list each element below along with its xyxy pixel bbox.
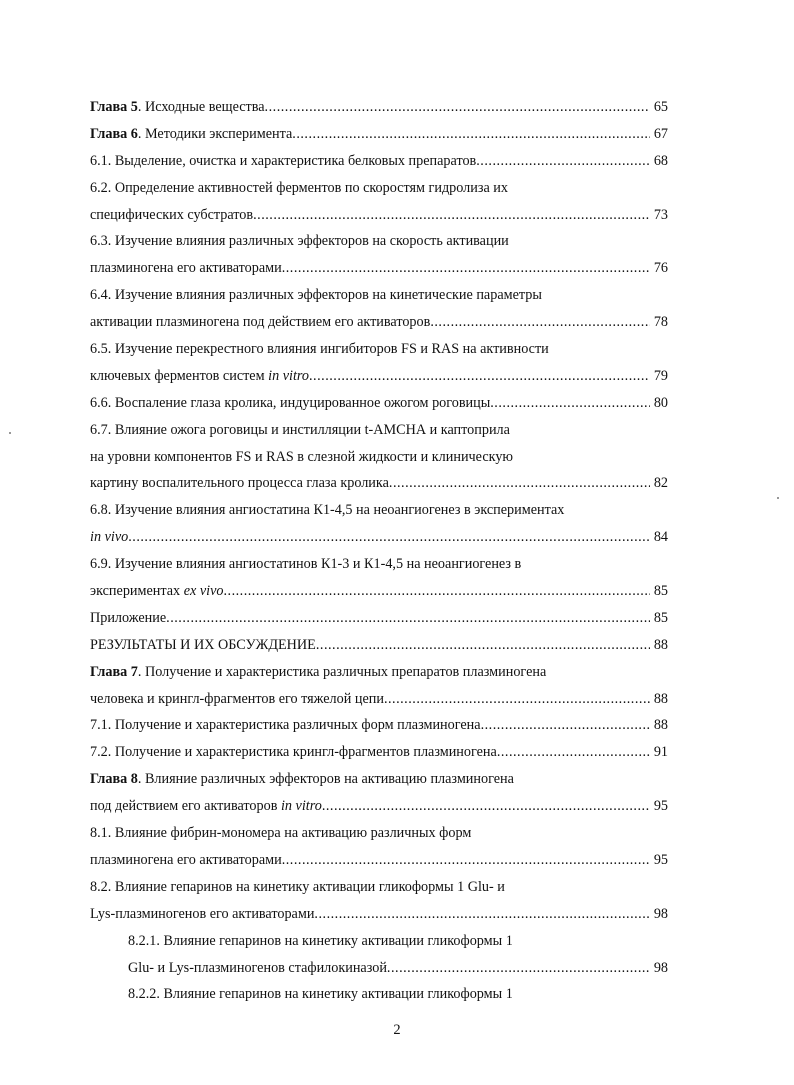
toc-entry: [90, 578, 668, 605]
entry-text: Glu- и Lys-плазминогенов стафилокиназой: [128, 959, 387, 976]
toc-entry: [90, 390, 668, 417]
entry-text: на уровни компонентов FS и RAS в слезной жидкости и клиническую: [90, 448, 514, 465]
chapter-label: Глава 6: [90, 125, 138, 142]
entry-text: специфических субстратов: [90, 206, 254, 223]
toc-entry: [90, 793, 668, 820]
toc-entry: [90, 632, 668, 659]
toc-entry-title: [128, 981, 513, 1008]
toc-entry: [90, 659, 668, 686]
table-of-contents: [90, 94, 668, 1008]
toc-entry-title: [90, 363, 309, 390]
dot-leader: [490, 390, 650, 417]
entry-text: плазминогена его активаторами: [90, 851, 282, 868]
entry-text: . Получение и характеристика различных препаратов плазминогена: [137, 663, 547, 680]
entry-italic-text: in vitro: [268, 367, 309, 384]
toc-entry: [90, 363, 668, 390]
entry-text: 7.2. Получение и характеристика крингл-фрагментов плазминогена: [90, 744, 497, 761]
toc-entry-title: [90, 255, 282, 282]
toc-entry-title: [90, 309, 430, 336]
toc-entry-title: [90, 766, 514, 793]
toc-entry-title: [90, 739, 497, 766]
dot-leader: [497, 739, 650, 766]
scan-speck: [777, 497, 779, 499]
toc-entry: [90, 228, 668, 255]
toc-entry: [90, 470, 668, 497]
dot-leader: [282, 847, 650, 874]
toc-entry: [90, 121, 668, 148]
toc-entry-title: [90, 228, 509, 255]
entry-text: 6.8. Изучение влияния ангиостатина К1-4,5 на неоангиогенез в экспериментах: [90, 502, 565, 519]
toc-entry: [90, 901, 668, 928]
toc-entry: [90, 820, 668, 847]
entry-text: РЕЗУЛЬТАТЫ И ИХ ОБСУЖДЕНИЕ: [90, 636, 316, 653]
entry-text: 8.2.2. Влияние гепаринов на кинетику активации гликоформы 1: [128, 986, 513, 1003]
toc-entry: [90, 739, 668, 766]
toc-page-number: 73: [653, 206, 668, 223]
entry-text: 8.2. Влияние гепаринов на кинетику активации гликоформы 1 Glu- и: [90, 878, 505, 895]
toc-entry: [90, 148, 668, 175]
entry-text: . Исходные вещества: [137, 99, 265, 115]
toc-entry-title: [90, 659, 546, 686]
toc-entry: [90, 309, 668, 336]
entry-text: 6.2. Определение активностей ферментов по скоростям гидролиза их: [90, 179, 508, 196]
page-number: 2: [393, 1022, 401, 1038]
toc-page-number: 78: [653, 314, 668, 331]
toc-page-number: 95: [653, 851, 668, 868]
dot-leader: [316, 632, 650, 659]
toc-entry: [90, 981, 668, 1008]
toc-entry: [90, 444, 668, 471]
toc-entry: [90, 255, 668, 282]
toc-entry-title: [90, 632, 316, 659]
dot-leader: [476, 148, 650, 175]
toc-entry: [90, 94, 668, 121]
toc-entry-title: [90, 712, 481, 739]
entry-italic-text: in vitro: [280, 798, 322, 815]
toc-entry: [90, 336, 668, 363]
dot-leader: [387, 955, 650, 982]
toc-page-number: 76: [653, 260, 668, 277]
entry-text: под действием его активаторов: [90, 798, 281, 815]
toc-entry-title: [90, 121, 292, 148]
toc-entry-title: [128, 955, 387, 982]
entry-text: плазминогена его активаторами: [90, 260, 282, 277]
dot-leader: [309, 363, 650, 390]
toc-entry-title: [90, 793, 322, 820]
entry-text: 6.9. Изучение влияния ангиостатинов К1-3 и К1-4,5 на неоангиогенез в: [90, 556, 522, 573]
entry-italic-text: in vivo: [90, 529, 129, 546]
entry-text: ключевых ферментов систем: [90, 367, 269, 384]
entry-text: 7.1. Получение и характеристика различных форм плазминогена: [90, 717, 481, 734]
toc-page-number: 88: [653, 636, 668, 653]
entry-text: . Методики эксперимента: [137, 125, 293, 142]
toc-page-number: 91: [653, 744, 668, 761]
toc-entry-title: [90, 444, 513, 471]
toc-entry: [90, 417, 668, 444]
entry-text: Приложение: [90, 609, 167, 626]
toc-entry-title: [128, 928, 513, 955]
toc-entry: [90, 282, 668, 309]
dot-leader: [430, 309, 650, 336]
entry-text: 8.2.1. Влияние гепаринов на кинетику активации гликоформы 1: [128, 932, 513, 949]
toc-entry-title: [90, 686, 384, 713]
toc-page-number: 67: [653, 125, 668, 142]
toc-page-number: 80: [653, 394, 668, 411]
toc-entry: [90, 955, 668, 982]
toc-entry-title: [90, 901, 314, 928]
chapter-label: Глава 5: [90, 99, 138, 115]
toc-entry: [90, 686, 668, 713]
entry-text: 6.5. Изучение перекрестного влияния ингибиторов FS и RAS на активности: [90, 341, 549, 358]
dot-leader: [384, 686, 650, 713]
toc-page-number: 79: [653, 367, 668, 384]
toc-entry-title: [90, 874, 505, 901]
entry-italic-text: ex vivo: [183, 583, 224, 600]
toc-page-number: 98: [653, 905, 668, 922]
toc-page-number: 88: [653, 690, 668, 707]
dot-leader: [253, 202, 650, 229]
dot-leader: [322, 793, 650, 820]
toc-entry: [90, 175, 668, 202]
entry-text: экспериментах: [90, 583, 184, 600]
toc-entry-title: [90, 551, 521, 578]
toc-page-number: 95: [653, 798, 668, 815]
toc-page-number: 88: [653, 717, 668, 734]
toc-page-number: 85: [653, 609, 668, 626]
entry-text: 6.1. Выделение, очистка и характеристика белковых препаратов: [90, 152, 477, 169]
toc-entry-title: [90, 336, 549, 363]
chapter-label: Глава 7: [90, 663, 138, 680]
dot-leader: [292, 121, 650, 148]
toc-entry-title: [90, 470, 389, 497]
toc-page-number: 98: [653, 959, 668, 976]
toc-entry: [90, 712, 668, 739]
toc-entry: [90, 551, 668, 578]
toc-entry: [90, 928, 668, 955]
toc-entry: [90, 605, 668, 632]
toc-entry-title: [90, 605, 166, 632]
toc-entry-title: [90, 417, 510, 444]
toc-entry-title: [90, 820, 471, 847]
toc-entry: [90, 524, 668, 551]
toc-entry-title: [90, 390, 490, 417]
toc-entry: [90, 847, 668, 874]
entry-text: активации плазминогена под действием его активаторов: [90, 314, 431, 331]
toc-entry-title: [90, 175, 508, 202]
dot-leader: [128, 524, 650, 551]
entry-text: картину воспалительного процесса глаза кролика: [90, 475, 389, 492]
toc-page-number: 82: [653, 475, 668, 492]
dot-leader: [389, 470, 650, 497]
toc-entry-title: [90, 94, 265, 121]
dot-leader: [265, 94, 650, 121]
toc-entry: [90, 874, 668, 901]
toc-page-number: 65: [653, 99, 668, 115]
toc-entry: [90, 766, 668, 793]
toc-entry-title: [90, 202, 253, 229]
toc-entry-title: [90, 847, 282, 874]
entry-text: . Влияние различных эффекторов на активацию плазминогена: [137, 771, 514, 788]
toc-entry-title: [90, 578, 223, 605]
chapter-label: Глава 8: [90, 771, 138, 788]
toc-entry-title: [90, 282, 542, 309]
dot-leader: [282, 255, 650, 282]
scan-speck: [9, 432, 11, 434]
dot-leader: [481, 712, 650, 739]
entry-text: Lys-плазминогенов его активаторами: [90, 905, 315, 922]
toc-entry-title: [90, 148, 476, 175]
toc-page-number: 85: [653, 583, 668, 600]
entry-text: 6.3. Изучение влияния различных эффекторов на скорость активации: [90, 233, 509, 250]
toc-entry: [90, 202, 668, 229]
dot-leader: [223, 578, 650, 605]
entry-text: 6.4. Изучение влияния различных эффекторов на кинетические параметры: [90, 287, 542, 304]
dot-leader: [314, 901, 650, 928]
entry-text: 6.6. Воспаление глаза кролика, индуцированное ожогом роговицы: [90, 394, 491, 411]
entry-text: 8.1. Влияние фибрин-мономера на активацию различных форм: [90, 825, 472, 842]
entry-text: 6.7. Влияние ожога роговицы и инстилляции t-АМСНА и каптоприла: [90, 421, 510, 438]
dot-leader: [166, 605, 650, 632]
toc-entry-title: [90, 497, 564, 524]
entry-text: человека и крингл-фрагментов его тяжелой цепи: [90, 690, 384, 707]
toc-page-number: 68: [653, 152, 668, 169]
toc-entry-title: [90, 524, 128, 551]
toc-entry: [90, 497, 668, 524]
toc-page-number: 84: [653, 529, 668, 546]
